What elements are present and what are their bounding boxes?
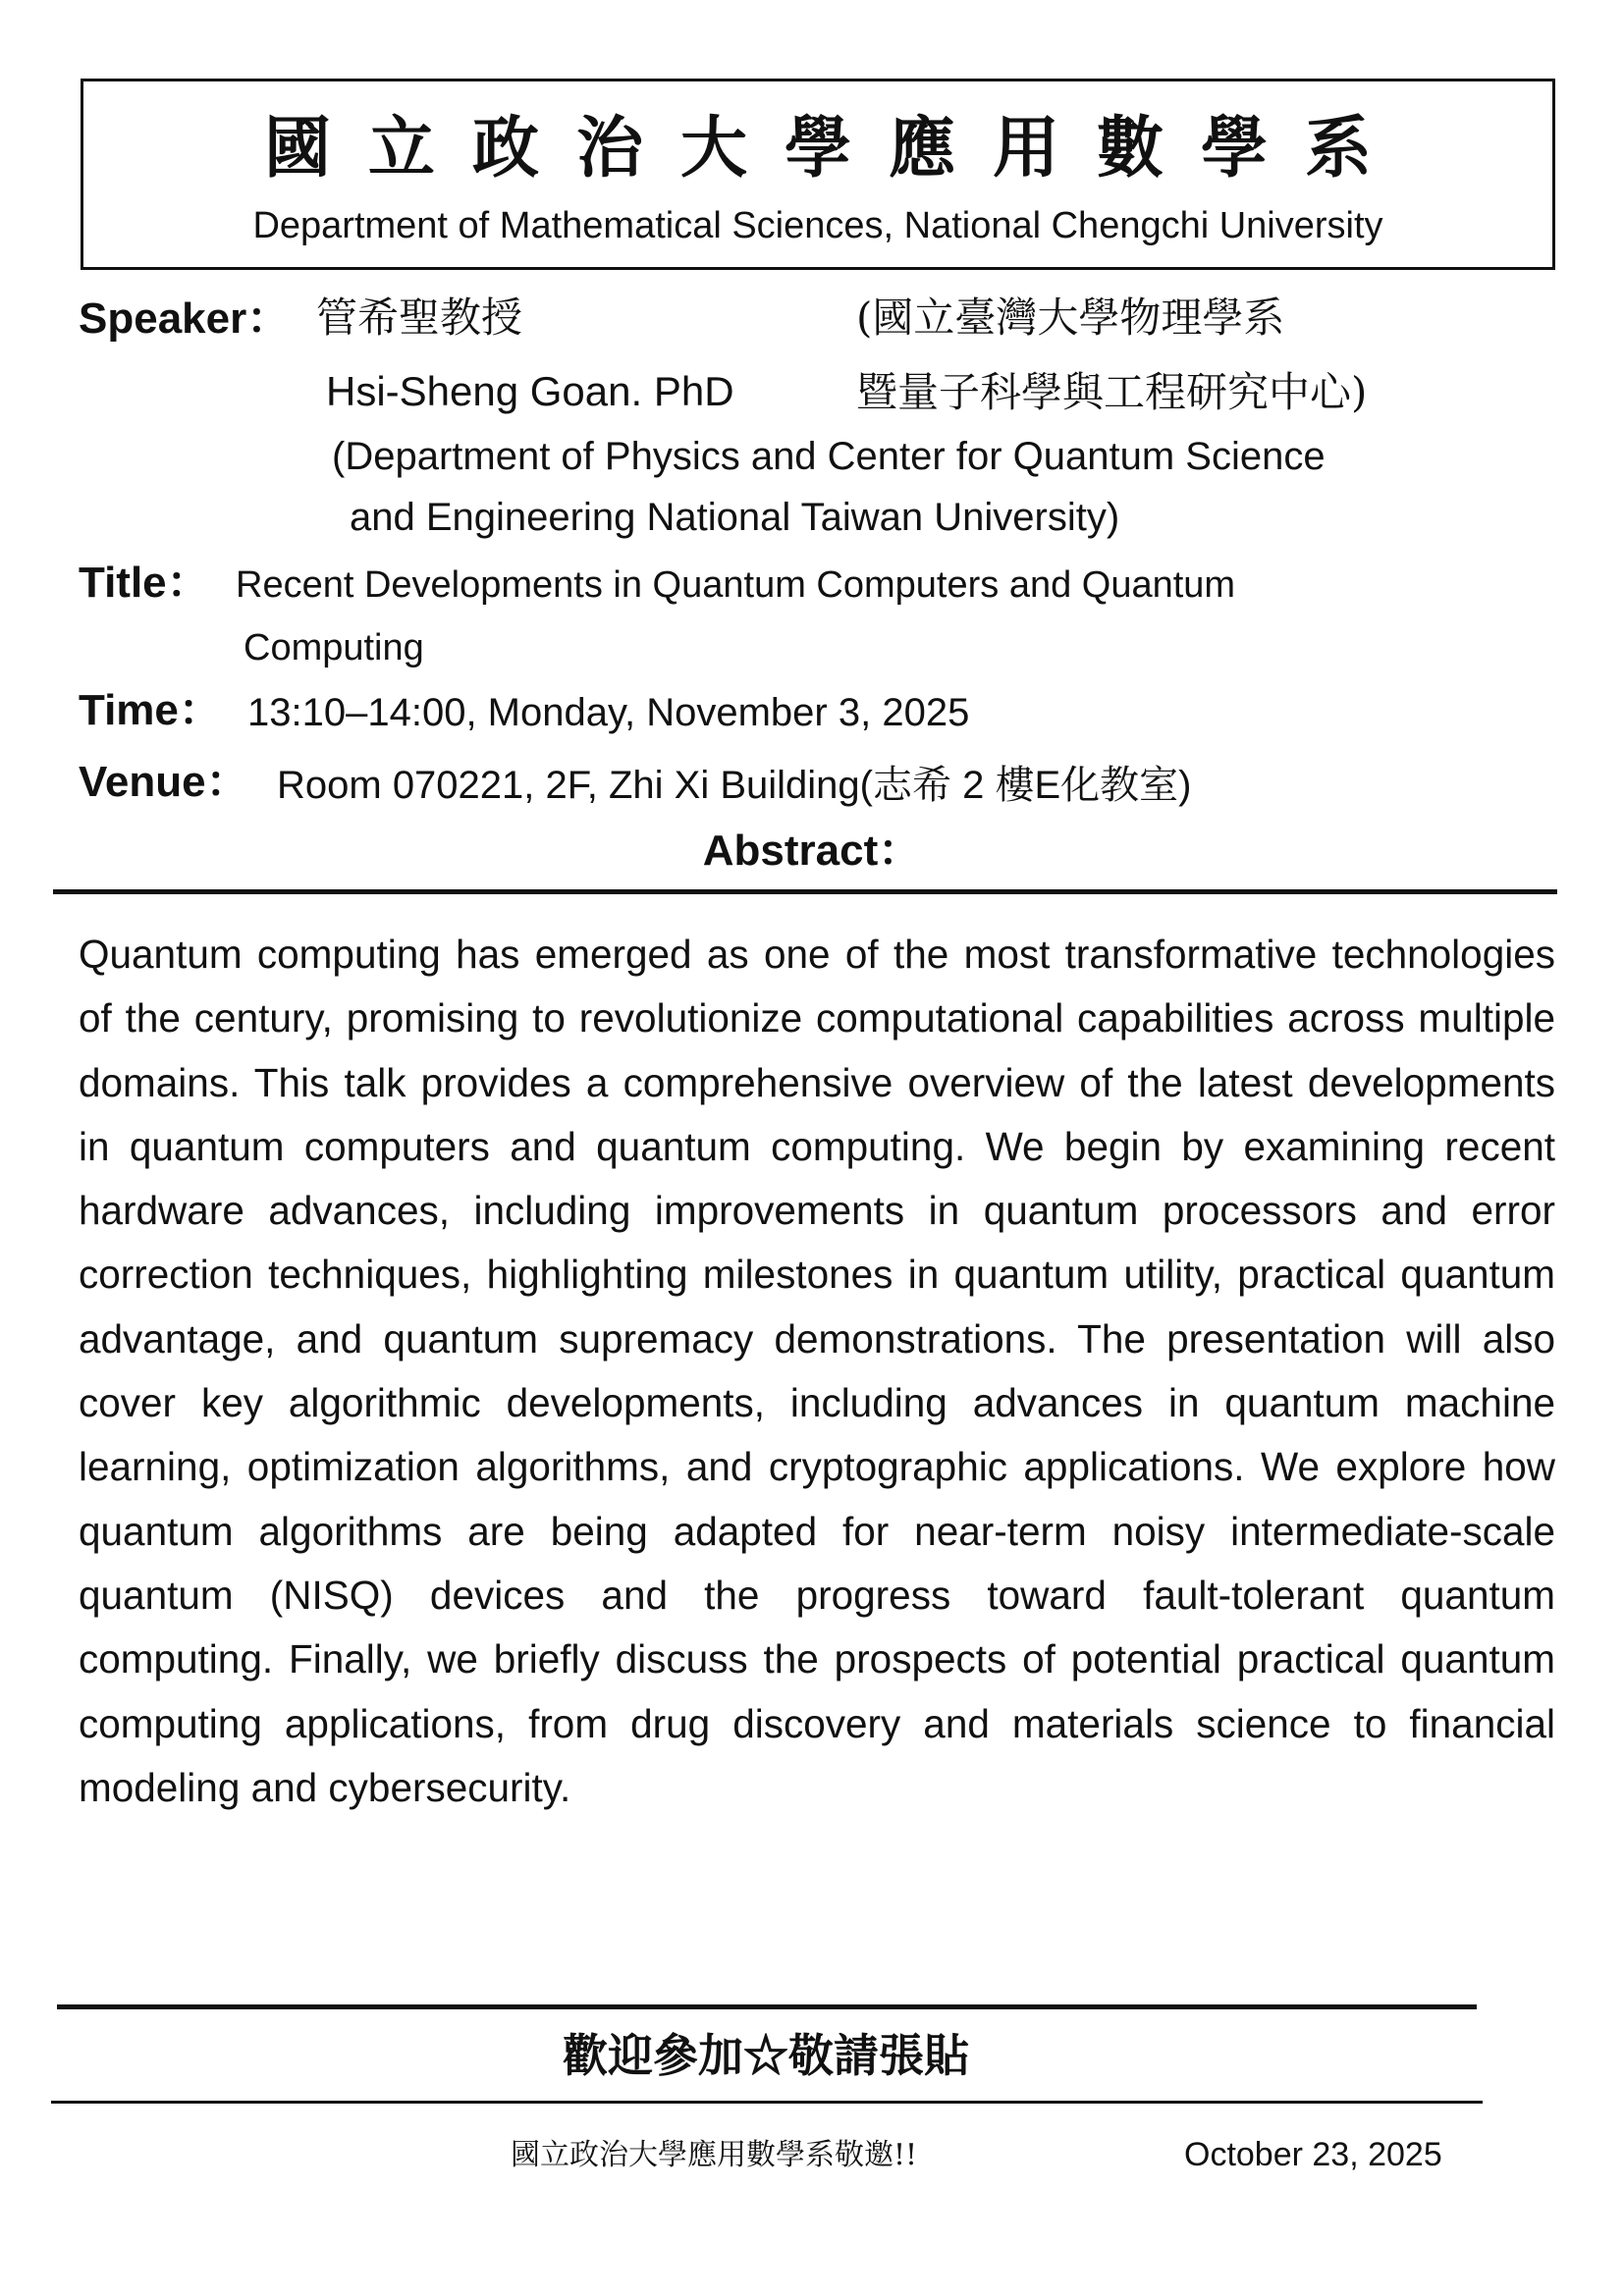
time-label: Time： xyxy=(79,686,222,734)
header-box xyxy=(81,79,1555,270)
abstract-bottom-divider xyxy=(57,2004,1477,2009)
talk-title-line1: Recent Developments in Quantum Computers and Quantum xyxy=(236,564,1236,606)
speaker-affiliation-english-line2: and Engineering National Taiwan University) xyxy=(350,496,1120,539)
title-label: Title： xyxy=(79,559,210,607)
speaker-affiliation-chinese-line2: 暨量子科學與工程研究中心) xyxy=(856,368,1368,416)
venue-value: Room 070221, 2F, Zhi Xi Building(志希 2 樓E化教室) xyxy=(277,764,1192,807)
talk-title-line2: Computing xyxy=(244,627,424,668)
speaker-affiliation-english-line1: (Department of Physics and Center for Quantum Science xyxy=(332,435,1326,478)
department-title-english: Department of Mathematical Sciences, National Chengchi University xyxy=(252,205,1383,246)
abstract-heading: Abstract： xyxy=(702,827,922,875)
abstract-body: Quantum computing has emerged as one of the most transformative technologies of the century, promising to revolutionize computational capabilities across multiple domains. This talk provides a comprehensive overview of the latest developments in quantum computers and quantum computing. We begin by examining recent hardware advances, including improvements in quantum processors and error correction techniques, highlighting milestones in quantum utility, practical quantum advantage, and quantum supremacy demonstrations. The presentation will also cover key algorithmic developments, including advances in quantum machine learning, optimization algorithms, and cryptographic applications. We explore how quantum algorithms are being adapted for near-term noisy intermediate-scale quantum (NISQ) devices and the progress toward fault-tolerant quantum computing. Finally, we briefly discuss the prospects of potential practical quantum computing applications, from drug discovery and materials science to financial modeling and cybersecurity. xyxy=(79,932,1555,1810)
department-title-chinese: 國立政治大學應用數學系 xyxy=(263,109,1409,187)
speaker-name-english: Hsi-Sheng Goan. PhD xyxy=(326,368,734,414)
venue-label: Venue： xyxy=(79,758,249,806)
abstract-top-divider xyxy=(53,889,1557,894)
speaker-name-chinese: 管希聖教授 xyxy=(316,294,523,342)
footer-date: October 23, 2025 xyxy=(1184,2136,1442,2173)
time-value: 13:10–14:00, Monday, November 3, 2025 xyxy=(247,691,970,734)
welcome-notice: 歡迎參加☆敬請張貼 xyxy=(563,2029,969,2082)
speaker-label: Speaker： xyxy=(79,294,291,343)
speaker-affiliation-chinese-line1: (國立臺灣大學物理學系 xyxy=(856,294,1285,342)
footer-invitation: 國立政治大學應用數學系敬邀!! xyxy=(511,2138,918,2172)
footer-divider xyxy=(51,2101,1483,2104)
